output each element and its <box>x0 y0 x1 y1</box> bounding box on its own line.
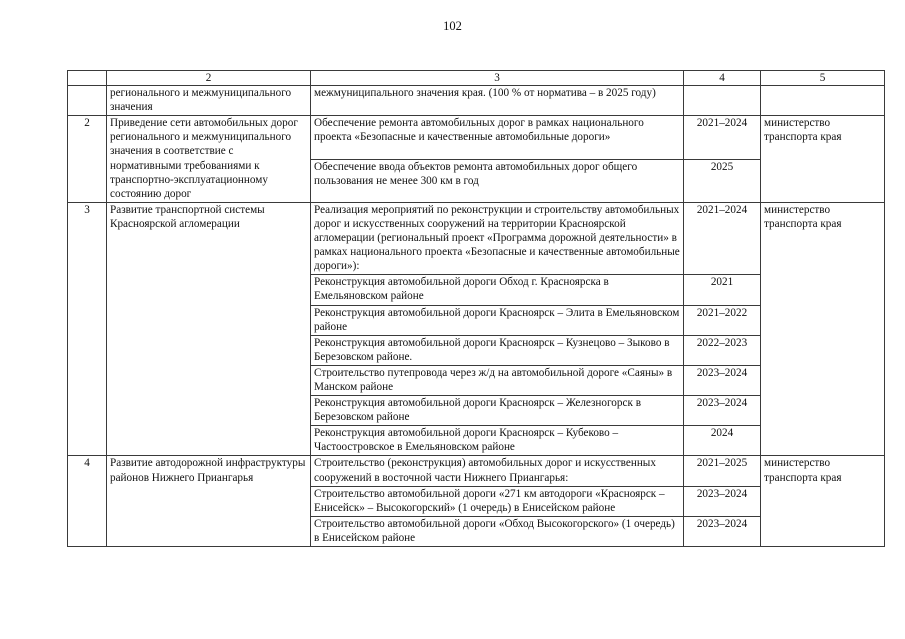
period-cell: 2022–2023 <box>684 335 761 365</box>
executor-cell: министерство транспорта края <box>761 116 885 203</box>
measure-cell: Реконструкция автомобильной дороги Обход г. Красноярска в Емельяновском районе <box>311 275 684 305</box>
task-cell: Приведение сети автомобильных дорог регионального и межмуниципального значения в соответствие с нормативными требованиями к транспортно-эксплуатационному состоянию дорог <box>107 116 311 203</box>
column-header-4: 4 <box>684 71 761 86</box>
measure-cell: Реконструкция автомобильной дороги Красноярск – Кубеково – Частоостровское в Емельяновском районе <box>311 426 684 456</box>
measures-table <box>67 70 885 547</box>
column-header-2: 2 <box>107 71 311 86</box>
measure-cell: Обеспечение ремонта автомобильных дорог в рамках национального проекта «Безопасные и качественные автомобильные дороги» <box>311 116 684 159</box>
continuation-executor-cell <box>761 86 885 116</box>
period-cell: 2023–2024 <box>684 516 761 546</box>
period-cell: 2023–2024 <box>684 396 761 426</box>
measure-cell: Строительство путепровода через ж/д на автомобильной дороге «Саяны» в Манском районе <box>311 365 684 395</box>
continuation-measure-cell: межмуниципального значения края. (100 % от норматива – в 2025 году) <box>311 86 684 116</box>
row-number-cell: 3 <box>68 202 107 456</box>
continuation-row <box>68 86 885 116</box>
period-cell: 2021 <box>684 275 761 305</box>
measure-cell: Обеспечение ввода объектов ремонта автомобильных дорог общего пользования не менее 300 км в год <box>311 159 684 202</box>
period-cell: 2025 <box>684 159 761 202</box>
period-cell: 2024 <box>684 426 761 456</box>
column-header-row <box>68 71 885 86</box>
measure-cell: Реконструкция автомобильной дороги Красноярск – Элита в Емельяновском районе <box>311 305 684 335</box>
row-number-cell: 4 <box>68 456 107 547</box>
continuation-task-cell: регионального и межмуниципального значения <box>107 86 311 116</box>
page-number: 102 <box>443 19 462 33</box>
column-header-1 <box>68 71 107 86</box>
executor-cell: министерство транспорта края <box>761 456 885 547</box>
period-cell: 2021–2022 <box>684 305 761 335</box>
period-cell: 2023–2024 <box>684 486 761 516</box>
measure-cell: Строительство автомобильной дороги «Обход Высокогорского» (1 очередь) в Енисейском районе <box>311 516 684 546</box>
period-cell: 2021–2025 <box>684 456 761 486</box>
column-header-5: 5 <box>761 71 885 86</box>
measure-cell: Строительство автомобильной дороги «271 км автодороги «Красноярск – Енисейск» – Высокогорский» (1 очередь) в Енисейском районе <box>311 486 684 516</box>
table-row <box>68 202 885 274</box>
table-row <box>68 116 885 159</box>
measure-cell: Реконструкция автомобильной дороги Красноярск – Железногорск в Березовском районе <box>311 396 684 426</box>
continuation-number-cell <box>68 86 107 116</box>
task-cell: Развитие автодорожной инфраструктуры районов Нижнего Приангарья <box>107 456 311 547</box>
table-row <box>68 456 885 486</box>
continuation-period-cell <box>684 86 761 116</box>
measure-cell: Строительство (реконструкция) автомобильных дорог и искусственных сооружений в восточной части Нижнего Приангарья: <box>311 456 684 486</box>
measures-table-body <box>68 71 885 547</box>
measure-cell: Реконструкция автомобильной дороги Красноярск – Кузнецово – Зыково в Березовском районе. <box>311 335 684 365</box>
executor-cell: министерство транспорта края <box>761 202 885 456</box>
column-header-3: 3 <box>311 71 684 86</box>
period-cell: 2023–2024 <box>684 365 761 395</box>
measure-cell: Реализация мероприятий по реконструкции и строительству автомобильных дорог и искусственных сооружений на территории Красноярской агломерации (региональный проект «Программа дорожной деятельности» в рамках национального проекта «Безопасные и качественные автомобильные дороги»): <box>311 202 684 274</box>
task-cell: Развитие транспортной системы Красноярской агломерации <box>107 202 311 456</box>
period-cell: 2021–2024 <box>684 202 761 274</box>
row-number-cell: 2 <box>68 116 107 203</box>
period-cell: 2021–2024 <box>684 116 761 159</box>
